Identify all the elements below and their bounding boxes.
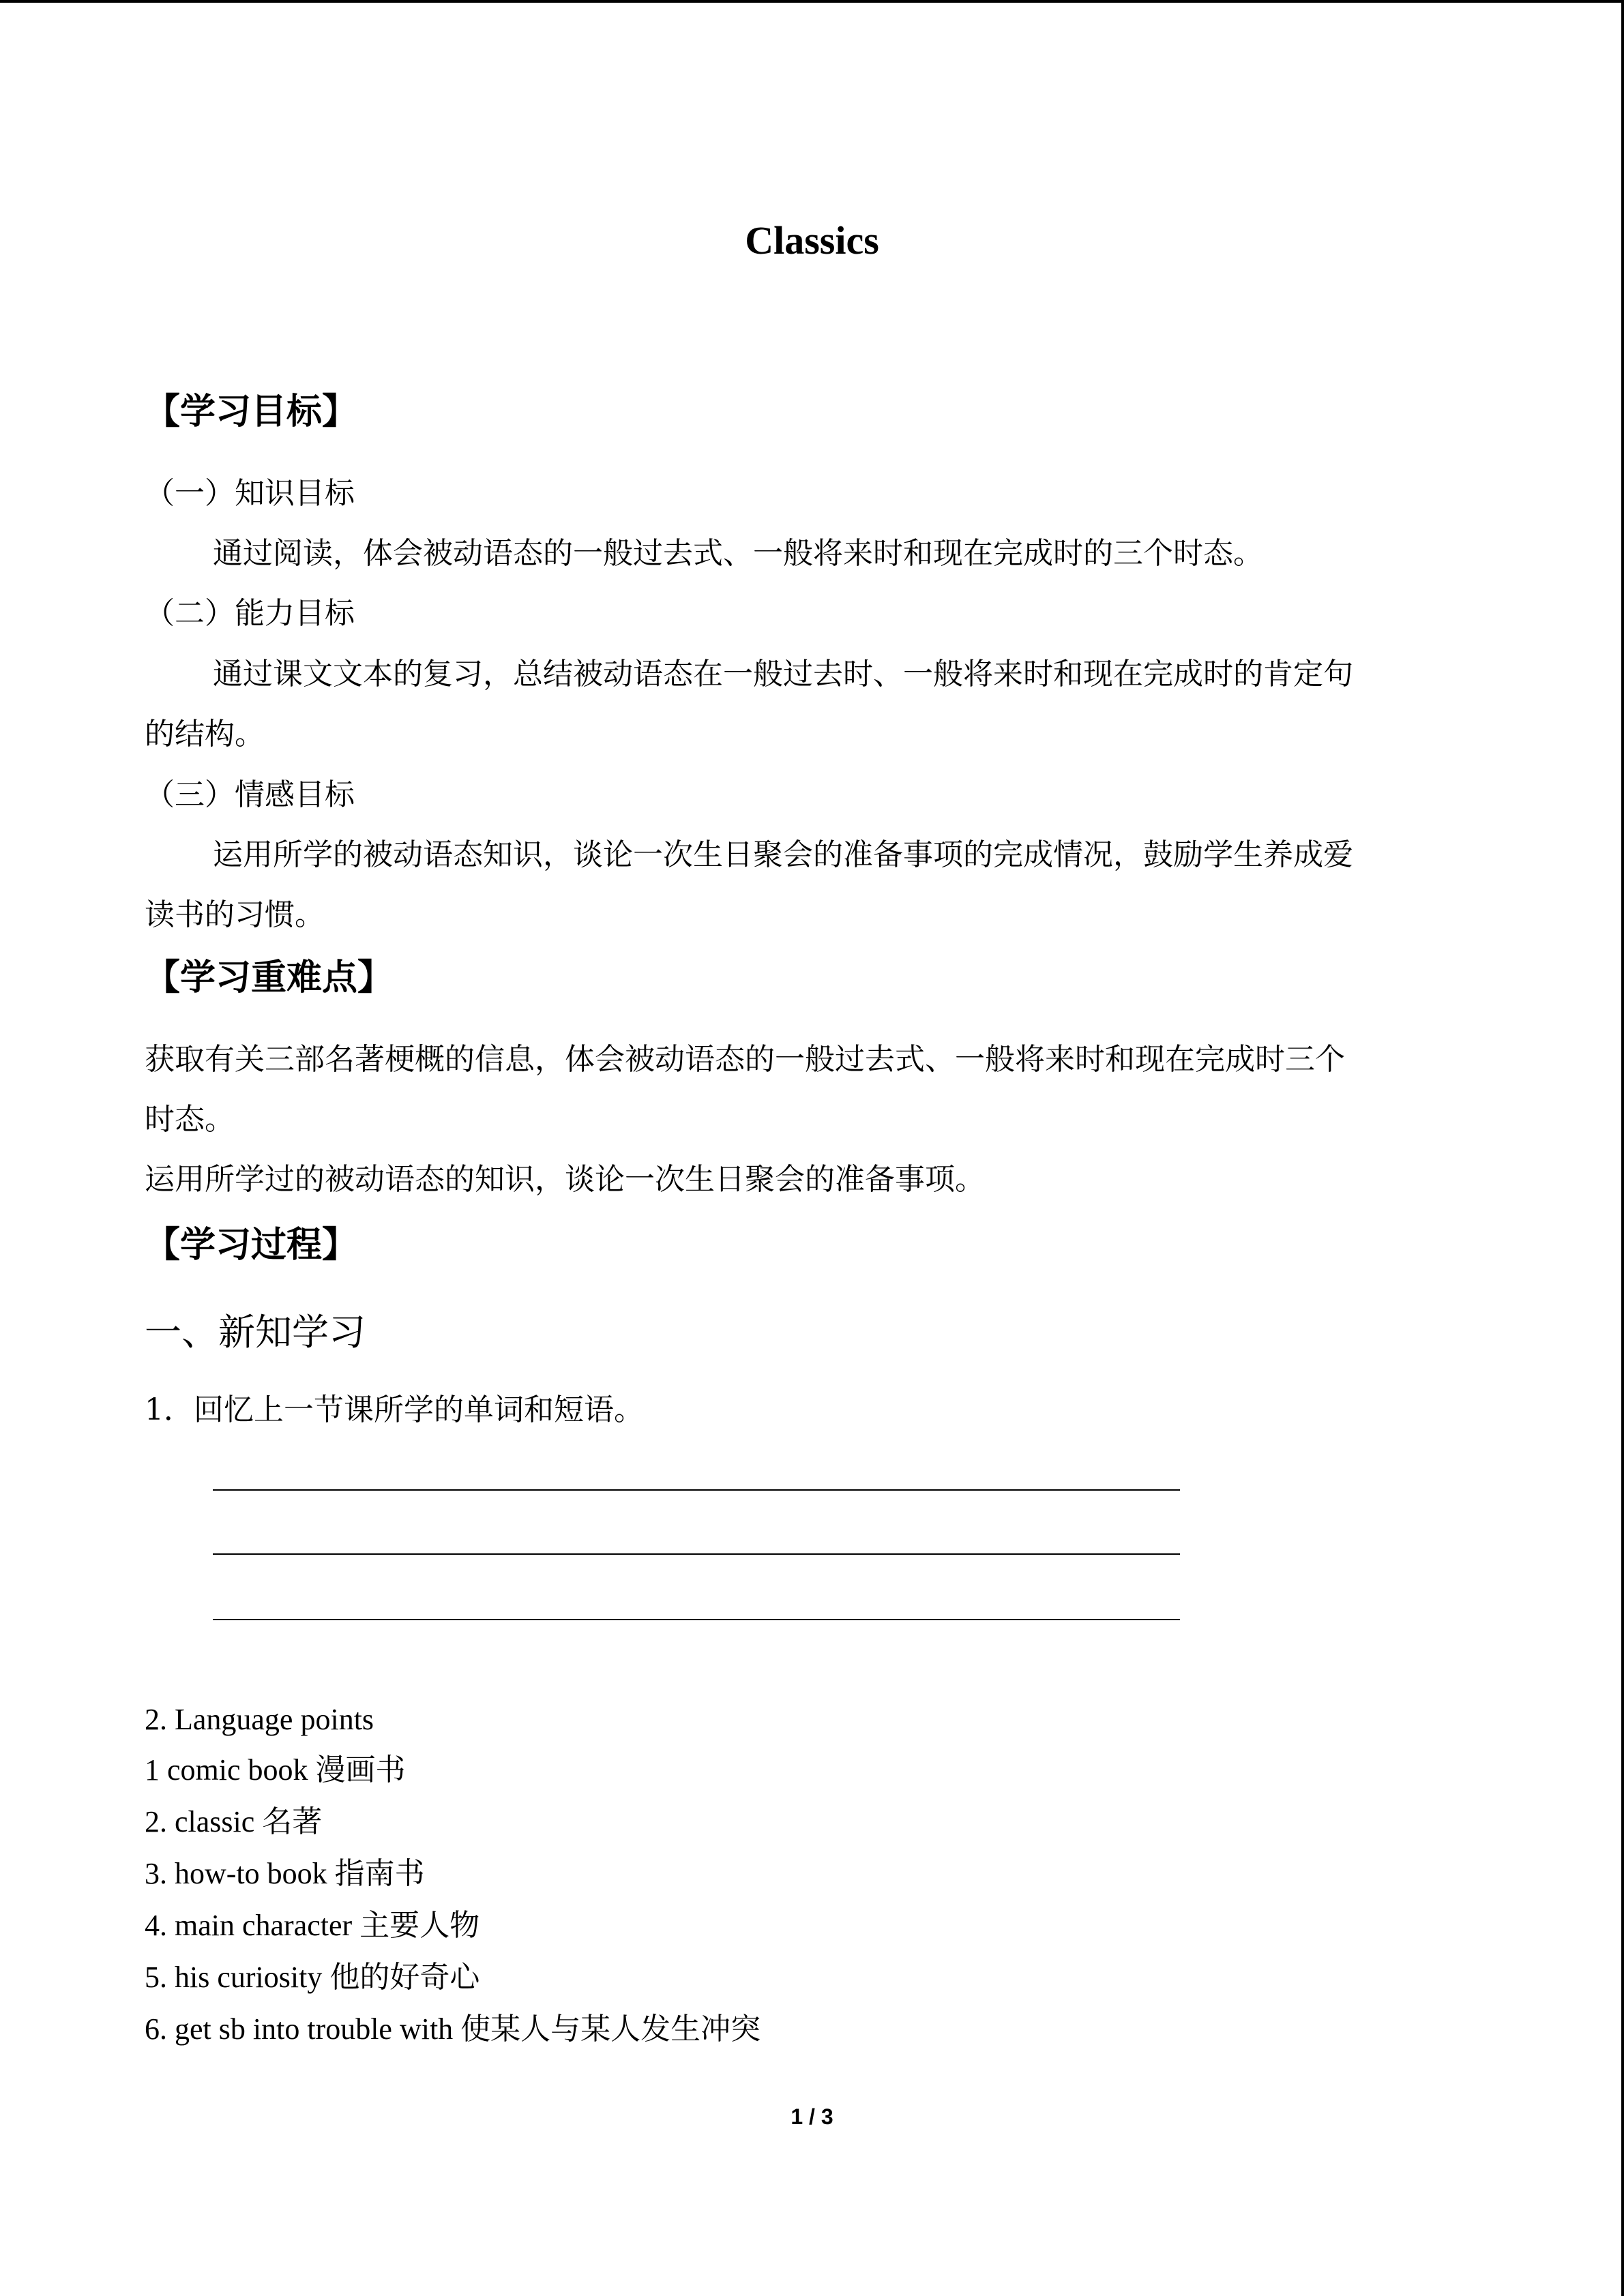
language-point-item: 3. how-to book 指南书	[145, 1857, 425, 1890]
knowledge-objective-label: （一）知识目标	[145, 476, 355, 511]
language-points-title: 2. Language points	[145, 1703, 374, 1736]
emotion-objective-label: （三）情感目标	[145, 777, 355, 812]
language-point-item: 1 comic book 漫画书	[145, 1753, 406, 1787]
process-heading: 【学习过程】	[145, 1225, 358, 1266]
knowledge-objective-text: 通过阅读，体会被动语态的一般过去式、一般将来时和现在完成时的三个时态。	[213, 536, 1263, 571]
key-points-line3: 运用所学过的被动语态的知识，谈论一次生日聚会的准备事项。	[145, 1162, 985, 1197]
question-1: 1．回忆上一节课所学的单词和短语。	[145, 1392, 644, 1427]
key-points-heading: 【学习重难点】	[145, 957, 394, 998]
page-number: 1 / 3	[791, 2104, 833, 2129]
language-point-item: 6. get sb into trouble with 使某人与某人发生冲突	[145, 2012, 761, 2046]
page-title: Classics	[745, 218, 879, 263]
key-points-line2: 时态。	[145, 1102, 235, 1137]
emotion-objective-text-line1: 运用所学的被动语态知识，谈论一次生日聚会的准备事项的完成情况，鼓励学生养成爱	[213, 837, 1353, 872]
emotion-objective-text-line2: 读书的习惯。	[145, 897, 325, 932]
ability-objective-label: （二）能力目标	[145, 596, 355, 631]
page-right-border	[1621, 0, 1624, 2296]
language-point-item: 2. classic 名著	[145, 1805, 323, 1838]
ability-objective-text-line1: 通过课文文本的复习，总结被动语态在一般过去时、一般将来时和现在完成时的肯定句	[213, 657, 1353, 691]
objectives-heading: 【学习目标】	[145, 391, 358, 432]
language-point-item: 4. main character 主要人物	[145, 1909, 480, 1942]
answer-line-2[interactable]	[213, 1553, 1180, 1555]
language-point-item: 5. his curiosity 他的好奇心	[145, 1960, 480, 1994]
key-points-line1: 获取有关三部名著梗概的信息，体会被动语态的一般过去式、一般将来时和现在完成时三个	[145, 1042, 1345, 1077]
page-top-border	[0, 0, 1624, 3]
new-knowledge-title: 一、新知学习	[145, 1311, 366, 1354]
answer-line-3[interactable]	[213, 1619, 1180, 1620]
ability-objective-text-line2: 的结构。	[145, 717, 265, 751]
answer-line-1[interactable]	[213, 1489, 1180, 1491]
